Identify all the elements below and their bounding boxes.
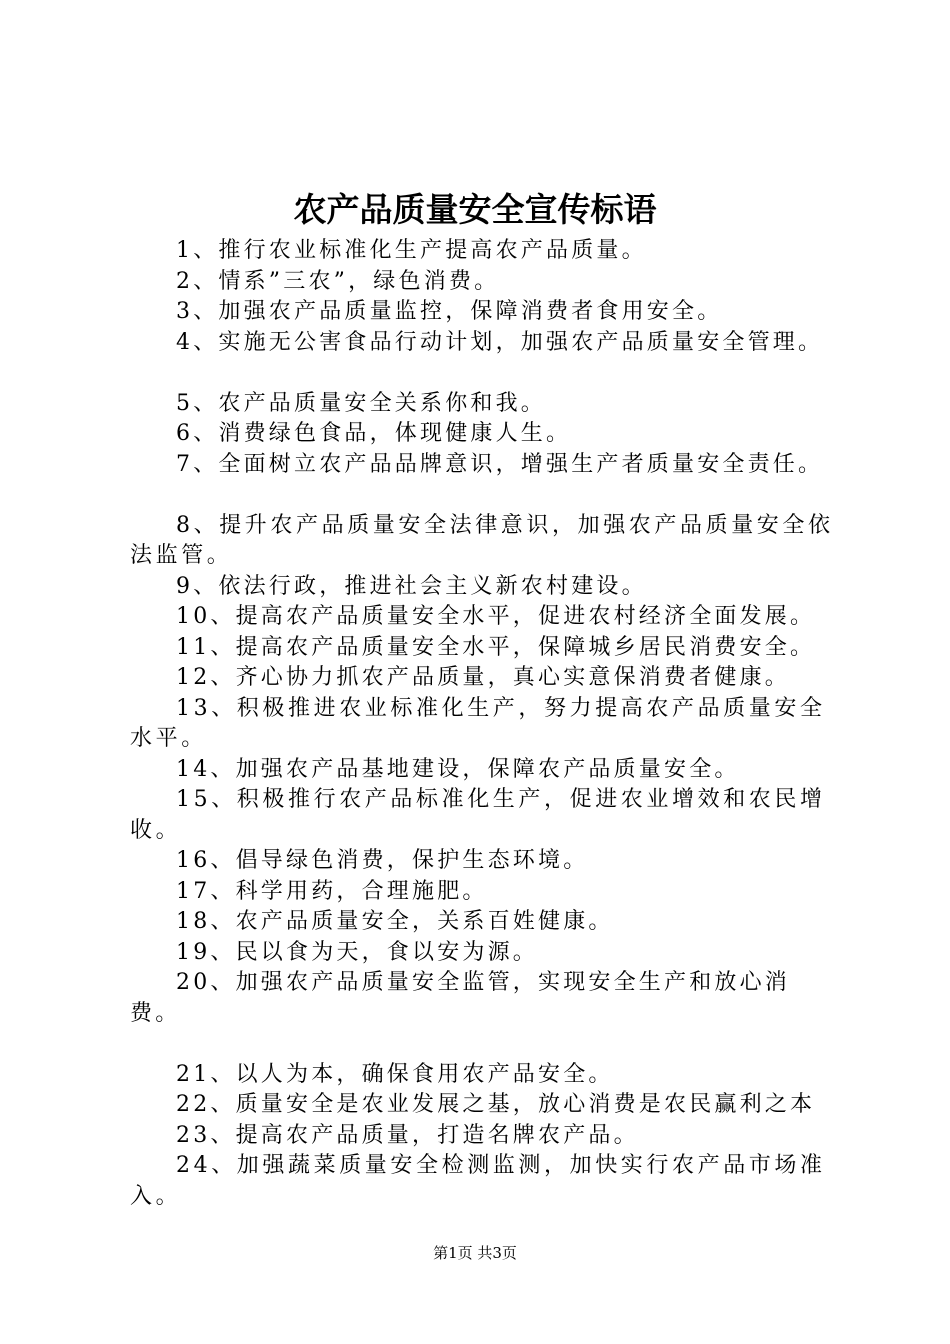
slogan-item-5: 5、农产品质量安全关系你和我。 [176, 390, 546, 416]
slogan-item-8: 8、提升农产品质量安全法律意识，加强农产品质量安全依法监管。 [130, 512, 834, 568]
slogan-item-11: 11、提高农产品质量安全水平，保障城乡居民消费安全。 [176, 634, 816, 660]
slogan-item-19: 19、民以食为天，食以安为源。 [176, 939, 538, 965]
slogan-item-17: 17、科学用药，合理施肥。 [176, 878, 488, 904]
page-footer: 第1页 共3页 [433, 1244, 517, 1262]
slogan-item-7: 7、全面树立农产品品牌意识，增强生产者质量安全责任。 [176, 451, 824, 477]
slogan-item-14: 14、加强农产品基地建设，保障农产品质量安全。 [176, 756, 740, 782]
slogan-item-1: 1、推行农业标准化生产提高农产品质量。 [176, 238, 647, 263]
slogan-item-10: 10、提高农产品质量安全水平，促进农村经济全面发展。 [176, 604, 816, 629]
slogan-item-9: 9、依法行政，推进社会主义新农村建设。 [176, 573, 647, 599]
slogan-list [130, 236, 840, 1212]
slogan-item-15: 15、积极推行农产品标准化生产，促进农业增效和农民增收。 [130, 787, 826, 843]
slogan-item-6: 6、消费绿色食品，体现健康人生。 [176, 421, 572, 446]
slogan-item-12: 12、齐心协力抓农产品质量，真心实意保消费者健康。 [176, 665, 790, 690]
slogan-item-20: 20、加强农产品质量安全监管，实现安全生产和放心消费。 [130, 970, 790, 1026]
slogan-item-2: 2、情系”三农”，绿色消费。 [176, 268, 500, 294]
slogan-item-18: 18、农产品质量安全，关系百姓健康。 [176, 909, 614, 934]
slogan-item-22: 22、质量安全是农业发展之基，放心消费是农民赢利之本 [176, 1092, 816, 1117]
page-title: 农产品质量安全宣传标语 [293, 190, 657, 229]
slogan-item-21: 21、以人为本，确保食用农产品安全。 [176, 1061, 614, 1087]
slogan-item-24: 24、加强蔬菜质量安全检测监测，加快实行农产品市场准入。 [130, 1153, 826, 1209]
slogan-item-3: 3、加强农产品质量监控，保障消费者食用安全。 [176, 299, 723, 324]
slogan-item-4: 4、实施无公害食品行动计划，加强农产品质量安全管理。 [176, 329, 824, 355]
slogan-item-16: 16、倡导绿色消费，保护生态环境。 [176, 848, 589, 873]
slogan-item-13: 13、积极推进农业标准化生产，努力提高农产品质量安全水平。 [130, 695, 826, 751]
slogan-item-23: 23、提高农产品质量，打造名牌农产品。 [176, 1122, 639, 1148]
